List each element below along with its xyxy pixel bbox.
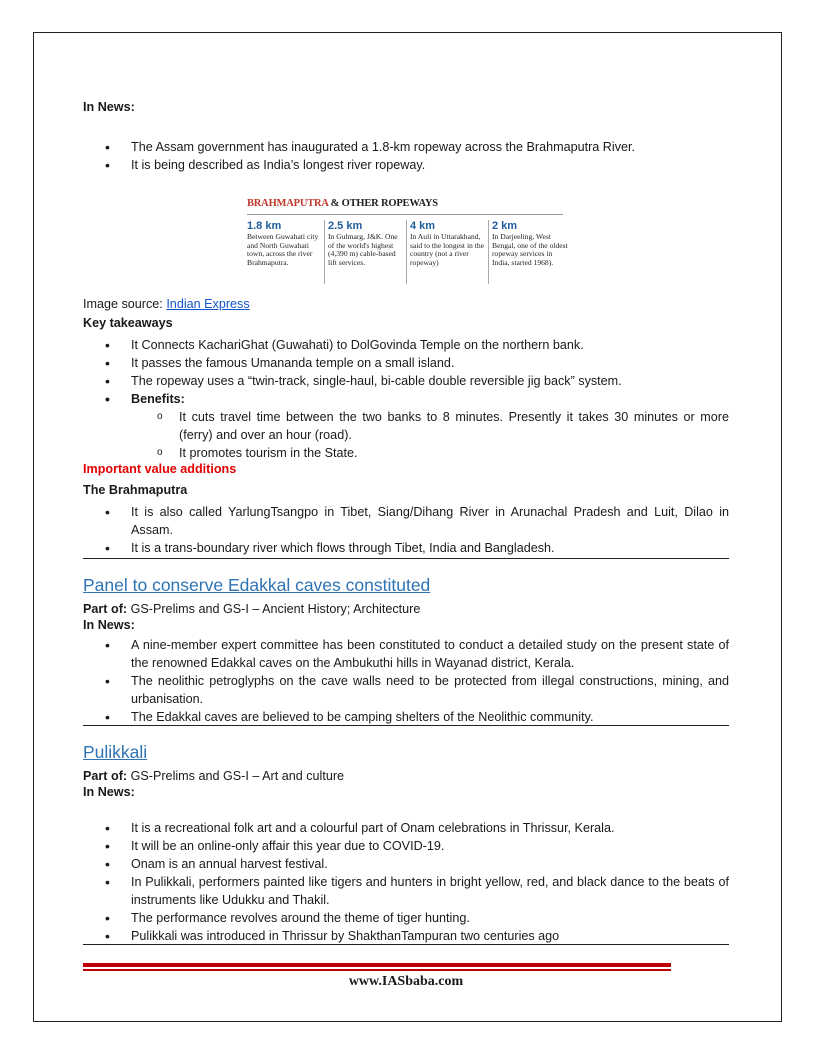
section-divider xyxy=(83,725,729,726)
list-item: • It Connects KachariGhat (Guwahati) to DolGovinda Temple on the northern bank. xyxy=(83,336,729,354)
part-of: Part of: GS-Prelims and GS-I – Ancient History; Architecture xyxy=(83,602,421,616)
list-item: • It is also called YarlungTsangpo in Tibet, Siang/Dihang River in Arunachal Pradesh and Luit, Dilao in Assam. xyxy=(83,503,729,539)
section-heading-pulikkali: Pulikkali xyxy=(83,742,148,762)
edakkal-list xyxy=(83,636,729,726)
list-item: • The ropeway uses a “twin-track, single-haul, bi-cable double reversible jig back” system. xyxy=(83,372,729,390)
list-item: • The Edakkal caves are believed to be camping shelters of the Neolithic community. xyxy=(83,708,729,726)
list-item: • It passes the famous Umananda temple on a small island. xyxy=(83,354,729,372)
list-item: • Pulikkali was introduced in Thrissur by ShakthanTampuran two centuries ago xyxy=(83,927,729,945)
value-additions-label: Important value additions xyxy=(83,462,237,476)
ropeway-infographic xyxy=(247,198,568,290)
section-heading-edakkal: Panel to conserve Edakkal caves constituted xyxy=(83,575,431,595)
brahmaputra-list xyxy=(83,503,729,557)
list-item: • It is a recreational folk art and a colourful part of Onam celebrations in Thrissur, Kerala. xyxy=(83,819,729,837)
part-of: Part of: GS-Prelims and GS-I – Art and culture xyxy=(83,769,345,783)
sub-list-item: o It cuts travel time between the two banks to 8 minutes. Presently it takes 30 minutes or more (ferry) and over an hour (road). xyxy=(83,408,729,444)
in-news-label: In News: xyxy=(83,100,135,114)
infographic-column: 2.5 km In Gulmarg, J&K. One of the world's highest (4,390 m) cable-based lift services. xyxy=(328,220,398,267)
infographic-column: 2 km In Darjeeling, West Bengal, one of the oldest ropeway services in India, started 1968). xyxy=(492,220,568,267)
footer-bar xyxy=(83,963,671,967)
benefits-label: • Benefits: xyxy=(83,390,729,408)
list-item: • In Pulikkali, performers painted like tigers and hunters in bright yellow, red, and black dance to the beats of instruments like Udukku and Thakil. xyxy=(83,873,729,909)
sub-list-item: o It promotes tourism in the State. xyxy=(83,444,729,462)
list-item: • The neolithic petroglyphs on the cave walls need to be protected from illegal constructions, mining, and urbanisation. xyxy=(83,672,729,708)
section-divider xyxy=(83,558,729,559)
footer-website: www.IASbaba.com xyxy=(348,974,464,989)
section-divider xyxy=(83,944,729,945)
list-item: • The performance revolves around the theme of tiger hunting. xyxy=(83,909,729,927)
list-item: • It will be an online-only affair this year due to COVID-19. xyxy=(83,837,729,855)
in-news-list xyxy=(83,138,729,174)
footer-bar xyxy=(83,969,671,971)
key-takeaways-list xyxy=(83,336,729,462)
key-takeaways-label: Key takeaways xyxy=(83,316,173,330)
list-item: • The Assam government has inaugurated a 1.8-km ropeway across the Brahmaputra River. xyxy=(83,138,729,156)
brahmaputra-label: The Brahmaputra xyxy=(83,483,188,497)
image-source-link[interactable]: Indian Express xyxy=(166,297,250,311)
infographic-column: 4 km In Auli in Uttarakhand, said to the longest in the country (not a river ropeway) xyxy=(410,220,485,267)
list-item: • Onam is an annual harvest festival. xyxy=(83,855,729,873)
infographic-title: BRAHMAPUTRA & OTHER ROPEWAYS xyxy=(247,198,438,209)
in-news-label: In News: xyxy=(83,618,135,632)
list-item: • It is being described as India’s longest river ropeway. xyxy=(83,156,729,174)
infographic-column: 1.8 km Between Guwahati city and North Guwahati town, across the river Brahmaputra. xyxy=(247,220,319,267)
list-item: • It is a trans-boundary river which flows through Tibet, India and Bangladesh. xyxy=(83,539,729,557)
image-source: Image source: Indian Express xyxy=(83,297,250,311)
pulikkali-list xyxy=(83,819,729,945)
list-item: • A nine-member expert committee has been constituted to conduct a detailed study on the present state of the renowned Edakkal caves on the Ambukuthi hills in Wayanad district, Kerala. xyxy=(83,636,729,672)
in-news-label: In News: xyxy=(83,785,135,799)
